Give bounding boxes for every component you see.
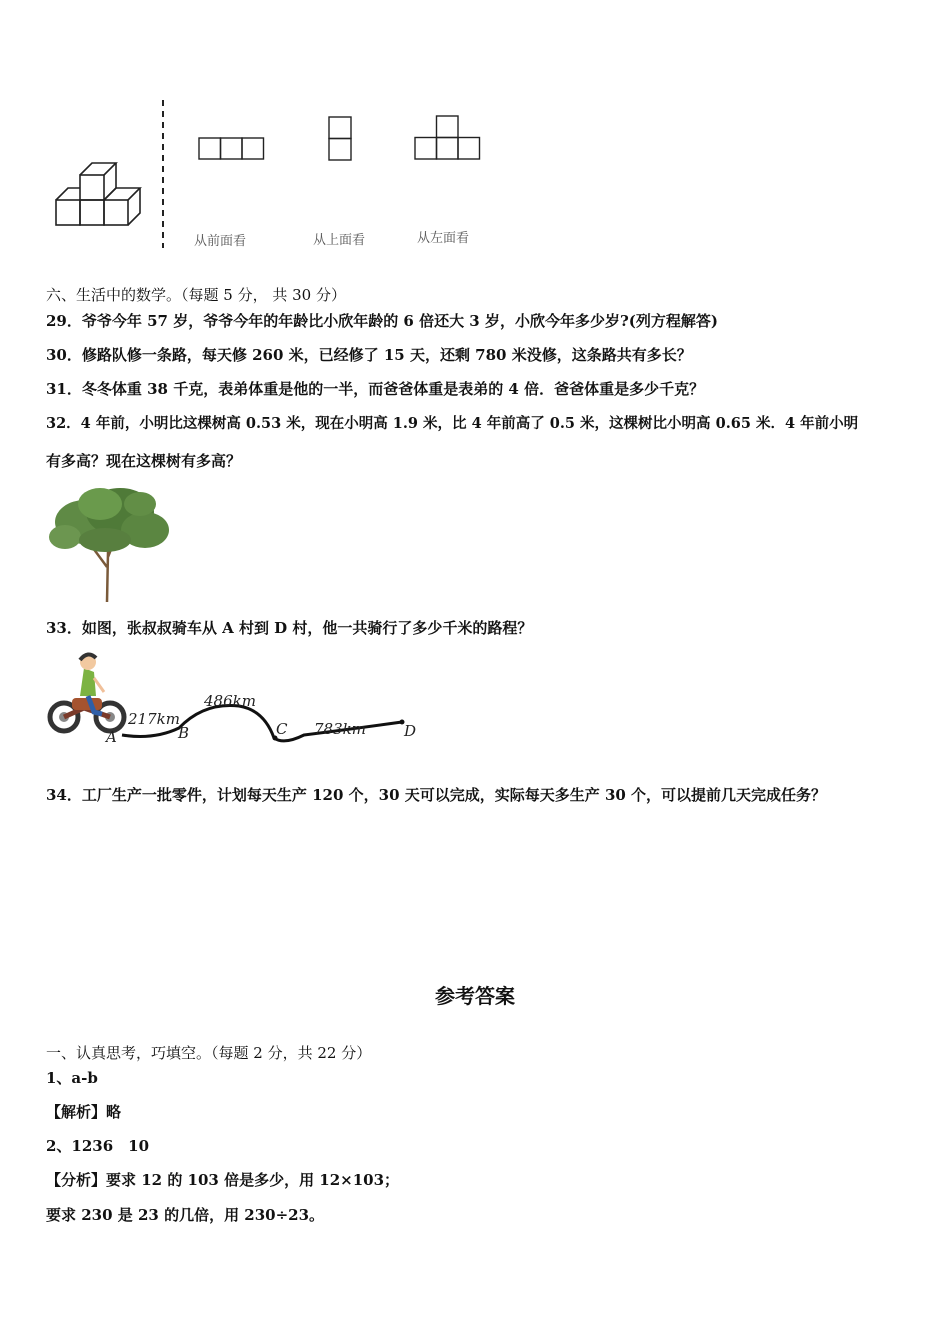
route-cd-label: 783km xyxy=(314,720,366,738)
cyclist-icon xyxy=(50,654,124,731)
question-33: 33．如图，张叔叔骑车从 A 村到 D 村，他一共骑行了多少千米的路程？ xyxy=(46,619,533,637)
left-view-label: 从左面看 xyxy=(417,231,470,246)
point-b-label: B xyxy=(178,724,190,742)
question-30: 30．修路队修一条路，每天修 260 米，已经修了 15 天，还剩 780 米没修，这条路共有多长？ xyxy=(46,346,692,364)
answer-2-note2: 要求 230 是 23 的几倍，用 230÷23。 xyxy=(46,1206,325,1224)
question-29: 29．爷爷今年 57 岁，爷爷今年的年龄比小欣年龄的 6 倍还大 3 岁，小欣今年多少岁?(列方程解答) xyxy=(46,312,718,330)
dashed-divider xyxy=(158,100,168,248)
cube-stack-figure xyxy=(50,155,150,230)
section6-heading: 六、生活中的数学。（每题 5 分， 共 30 分） xyxy=(46,286,346,304)
answer-1-note: 【解析】略 xyxy=(46,1103,122,1121)
top-view-figure xyxy=(328,116,354,162)
tree-image xyxy=(45,482,175,604)
route-figure xyxy=(44,650,424,750)
answer-section1-heading: 一、认真思考，巧填空。（每题 2 分，共 22 分） xyxy=(46,1044,372,1062)
route-ab-label: 217km xyxy=(128,710,180,728)
point-d-label: D xyxy=(404,722,417,740)
answer-1: 1、a-b xyxy=(46,1069,98,1087)
question-34: 34．工厂生产一批零件，计划每天生产 120 个，30 天可以完成，实际每天多生产 30 个，可以提前几天完成任务？ xyxy=(46,786,827,804)
answer-2: 2、1236 10 xyxy=(46,1137,150,1155)
top-view-label: 从上面看 xyxy=(313,233,366,248)
answer-title: 参考答案 xyxy=(435,984,515,1008)
question-32-line1: 32．4 年前，小明比这棵树高 0.53 米，现在小明高 1.9 米，比 4 年前高了 0.5 米，这棵树比小明高 0.65 米．4 年前小明 xyxy=(46,415,859,432)
route-bc-label: 486km xyxy=(204,692,256,710)
left-view-figure xyxy=(413,115,483,161)
question-31: 31．冬冬体重 38 千克，表弟体重是他的一半，而爸爸体重是表弟的 4 倍．爸爸体重是多少千克？ xyxy=(46,380,705,398)
answer-2-note1: 【分析】要求 12 的 103 倍是多少，用 12×103； xyxy=(46,1171,400,1189)
front-view-figure xyxy=(198,137,266,161)
point-a-label: A xyxy=(106,728,117,746)
question-32-line2: 有多高？现在这棵树有多高？ xyxy=(46,452,242,470)
point-c-label: C xyxy=(276,720,288,738)
front-view-label: 从前面看 xyxy=(194,234,247,249)
